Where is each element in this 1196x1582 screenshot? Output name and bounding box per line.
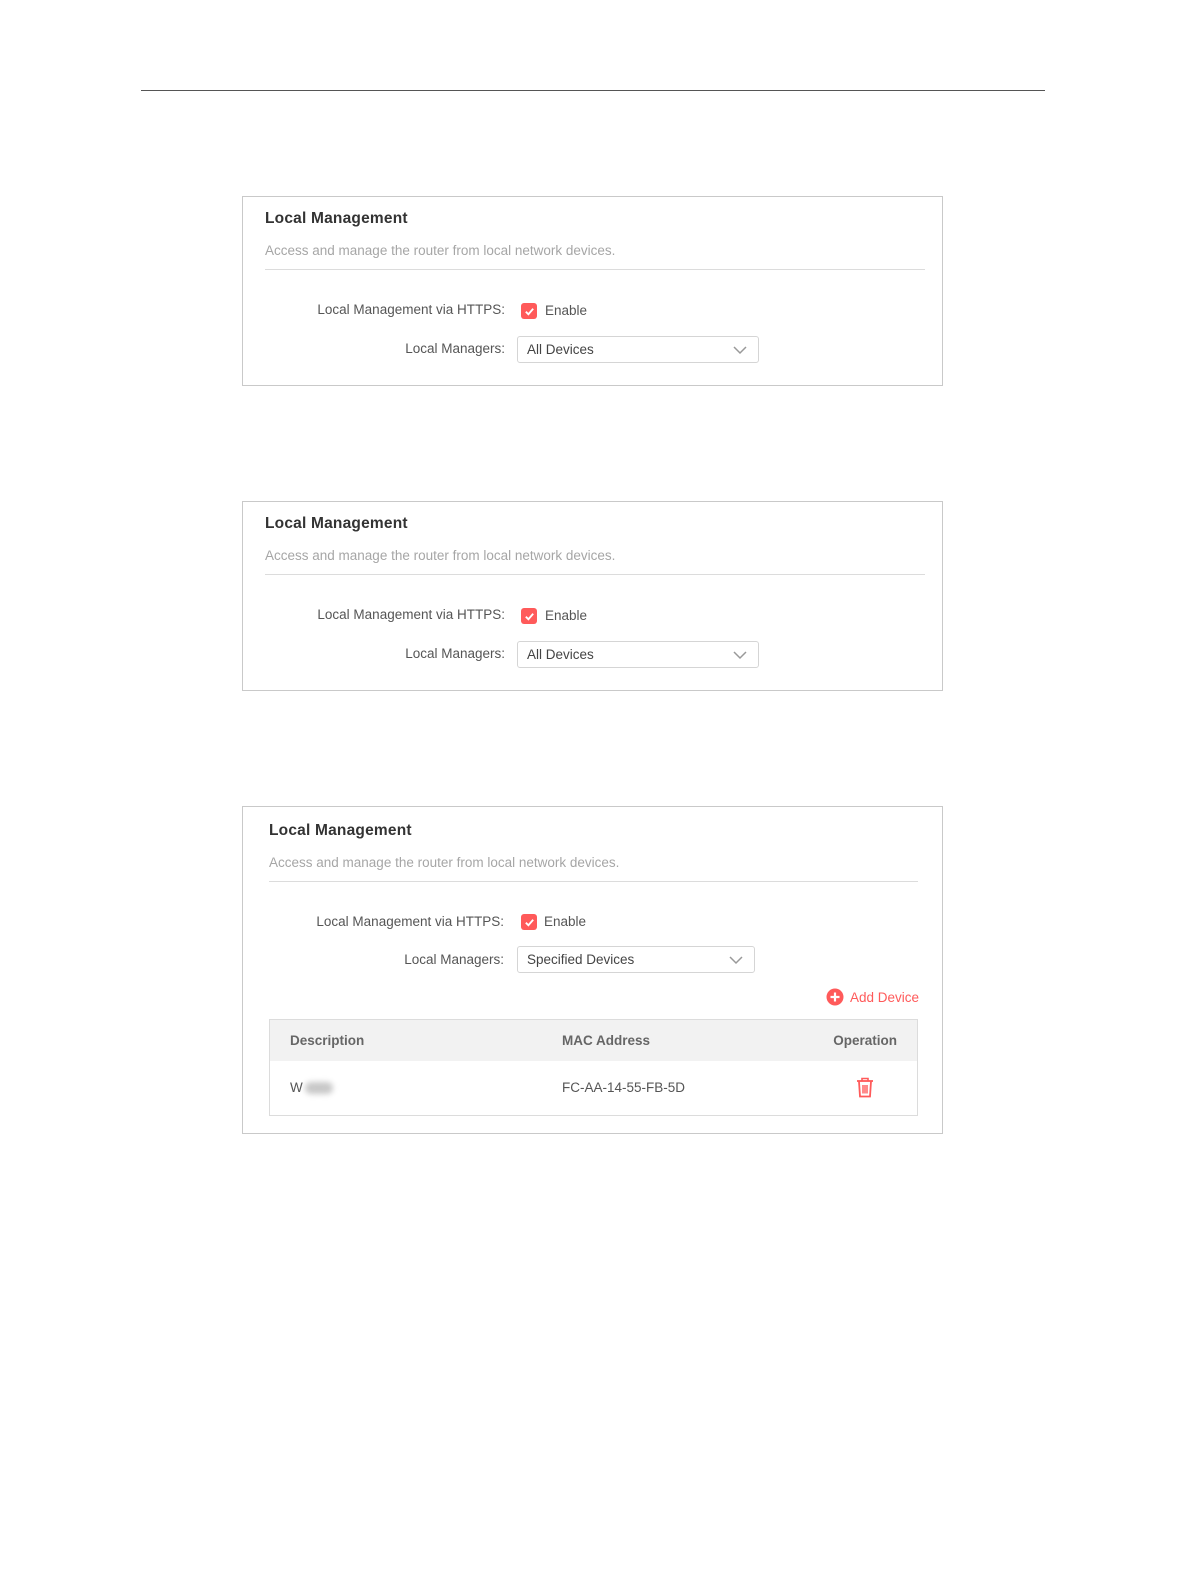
page-top-rule [141, 90, 1045, 91]
chevron-down-icon [733, 650, 747, 660]
local-managers-label: Local Managers: [404, 952, 504, 967]
chevron-down-icon [729, 955, 743, 965]
https-label: Local Management via HTTPS: [317, 607, 505, 622]
panel-description: Access and manage the router from local network devices. [265, 548, 616, 563]
panel-title: Local Management [265, 210, 408, 227]
https-enable-checkbox[interactable] [521, 608, 537, 624]
local-managers-value: All Devices [527, 647, 594, 662]
checkmark-icon [524, 917, 535, 928]
panel-divider [265, 574, 925, 575]
table-row [270, 1061, 917, 1115]
plus-circle-icon [826, 988, 844, 1006]
https-enable-checkbox[interactable] [521, 303, 537, 319]
enable-label: Enable [544, 914, 587, 929]
header-operation: Operation [833, 1033, 897, 1048]
header-mac-address: MAC Address [562, 1033, 651, 1048]
redacted-text [305, 1082, 333, 1094]
table-header [270, 1020, 917, 1061]
https-label: Local Management via HTTPS: [317, 302, 505, 317]
panel-divider [269, 881, 918, 882]
local-managers-select[interactable] [517, 336, 759, 363]
https-label: Local Management via HTTPS: [316, 914, 504, 929]
enable-label: Enable [545, 608, 588, 623]
row-description: W [290, 1080, 333, 1095]
trash-icon[interactable] [856, 1077, 874, 1098]
managers-table [269, 1019, 918, 1116]
https-enable-checkbox[interactable] [521, 914, 537, 930]
local-management-panel-2 [242, 501, 943, 691]
add-device-label: Add Device [849, 989, 919, 1005]
panel-title: Local Management [265, 515, 408, 532]
local-managers-select[interactable] [517, 946, 755, 973]
header-description: Description [290, 1033, 365, 1048]
local-managers-label: Local Managers: [405, 341, 505, 356]
local-management-panel-3 [242, 806, 943, 1134]
row-mac-address: FC-AA-14-55-FB-5D [562, 1080, 686, 1095]
local-managers-label: Local Managers: [405, 646, 505, 661]
local-management-panel-1 [242, 196, 943, 386]
chevron-down-icon [733, 345, 747, 355]
local-managers-value: All Devices [527, 342, 594, 357]
local-managers-value: Specified Devices [527, 952, 635, 967]
add-device-button[interactable] [826, 988, 919, 1006]
panel-divider [265, 269, 925, 270]
panel-title: Local Management [269, 822, 412, 839]
checkmark-icon [524, 611, 535, 622]
panel-description: Access and manage the router from local network devices. [269, 855, 620, 870]
local-managers-select[interactable] [517, 641, 759, 668]
enable-label: Enable [545, 303, 588, 318]
checkmark-icon [524, 306, 535, 317]
panel-description: Access and manage the router from local network devices. [265, 243, 616, 258]
